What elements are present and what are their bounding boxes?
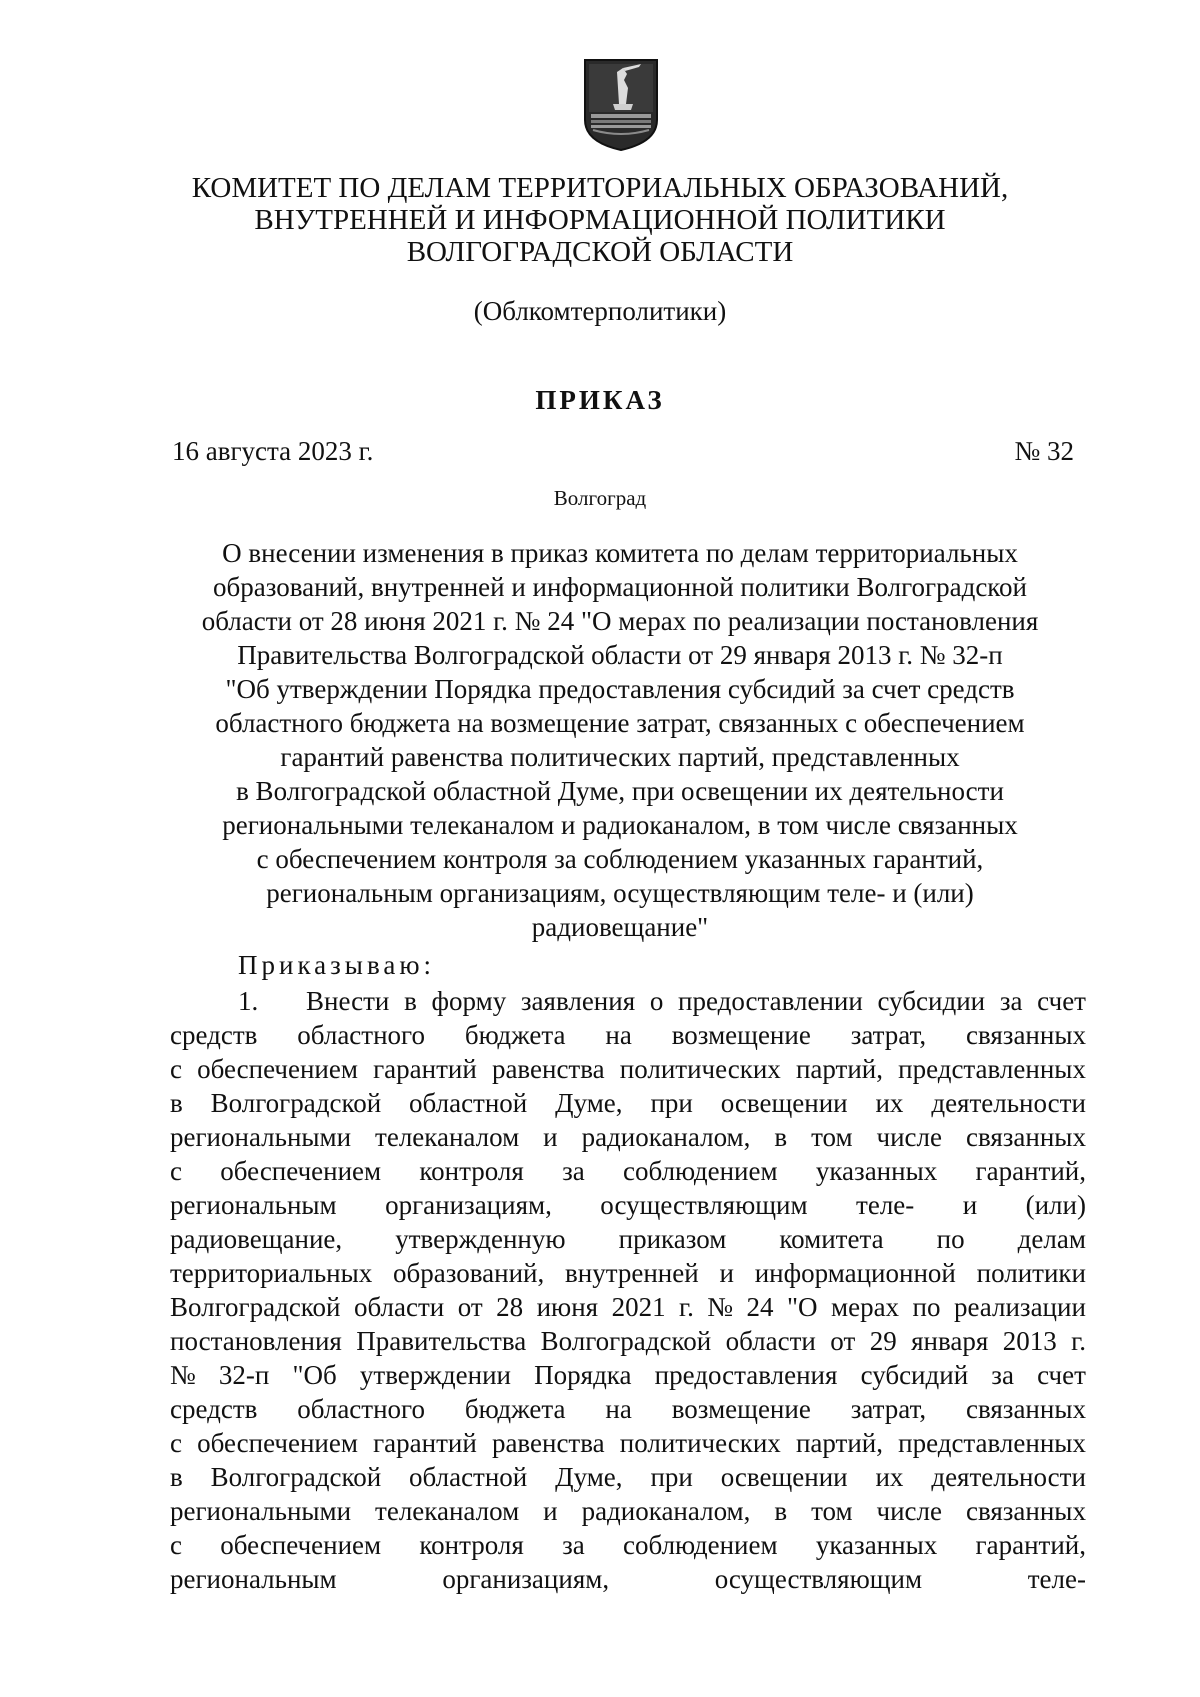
word: счет — [1037, 1360, 1086, 1390]
document-type: ПРИКАЗ — [535, 385, 665, 415]
title-line: региональными телеканалом и радиоканалом, в том числе связанных — [222, 810, 1018, 840]
word: мерах — [831, 1292, 900, 1322]
word: 29 — [869, 1326, 897, 1356]
word: г. — [679, 1292, 694, 1322]
justified-line — [170, 1256, 1086, 1290]
word: 32-п — [218, 1360, 270, 1390]
justified-line — [170, 1290, 1086, 1324]
word: областной — [409, 1088, 528, 1118]
word: равенства — [491, 1428, 605, 1458]
word: деятельности — [931, 1088, 1086, 1118]
word: Внести — [306, 986, 390, 1016]
word: за — [562, 1530, 585, 1560]
word: по — [912, 1292, 941, 1322]
word: средств — [170, 1020, 258, 1050]
title-line: Правительства Волгоградской области от 29 января 2013 г. № 32-п — [237, 640, 1003, 670]
word: внутренней — [565, 1258, 699, 1288]
justified-line — [170, 1494, 1086, 1528]
word: региональным — [170, 1190, 337, 1220]
word: гарантий, — [975, 1530, 1086, 1560]
word: возмещение — [671, 1394, 811, 1424]
body-line-first — [170, 984, 1086, 1018]
word: "Об — [292, 1360, 337, 1390]
word: том — [811, 1122, 853, 1152]
word: освещении — [720, 1462, 848, 1492]
title-line: с обеспечением контроля за соблюдением указанных гарантий, — [256, 844, 984, 874]
justified-line — [170, 1392, 1086, 1426]
word: в — [774, 1496, 788, 1526]
word: представленных — [898, 1428, 1086, 1458]
justified-line — [170, 1460, 1086, 1494]
justified-line — [170, 1528, 1086, 1562]
word: связанных — [965, 1496, 1086, 1526]
word: января — [911, 1326, 989, 1356]
word: освещении — [720, 1088, 848, 1118]
word: 28 — [496, 1292, 524, 1322]
title-line: региональным организациям, осуществляющим теле- и (или) — [266, 878, 974, 908]
word: заявления — [520, 986, 636, 1016]
word: партий, — [795, 1054, 883, 1084]
word: связанных — [965, 1394, 1086, 1424]
word: указанных — [815, 1530, 938, 1560]
word: Волгоградской — [170, 1292, 341, 1322]
word: региональными — [170, 1496, 352, 1526]
word: радиоканалом, — [581, 1122, 751, 1152]
word: бюджета — [464, 1394, 566, 1424]
document-city: Волгоград — [553, 486, 647, 510]
word: с — [170, 1054, 182, 1084]
word: Порядка — [534, 1360, 632, 1390]
word: политики — [976, 1258, 1086, 1288]
justified-line — [306, 984, 1086, 1018]
word: 24 — [746, 1292, 774, 1322]
word: обеспечением — [197, 1054, 358, 1084]
order-word: Приказываю: — [238, 950, 435, 980]
word: в — [170, 1462, 183, 1492]
word: обеспечением — [220, 1156, 382, 1186]
word: партий, — [795, 1428, 883, 1458]
word: утвержденную — [395, 1224, 566, 1254]
justified-line — [170, 1562, 1086, 1596]
word: № — [170, 1360, 196, 1390]
word: за — [991, 1360, 1014, 1390]
justified-line — [170, 1426, 1086, 1460]
word: делам — [1017, 1224, 1086, 1254]
word: средств — [170, 1394, 258, 1424]
word: приказом — [618, 1224, 727, 1254]
word: информационной — [754, 1258, 956, 1288]
word: предоставлении — [678, 986, 863, 1016]
word: соблюдением — [623, 1530, 778, 1560]
justified-line — [170, 1052, 1086, 1086]
word: телеканалом — [375, 1122, 520, 1152]
word: обеспечением — [197, 1428, 358, 1458]
word: телеканалом — [375, 1496, 520, 1526]
justified-line — [170, 1086, 1086, 1120]
word: указанных — [815, 1156, 938, 1186]
justified-line — [170, 1018, 1086, 1052]
word: территориальных — [170, 1258, 373, 1288]
word: образований, — [393, 1258, 545, 1288]
org-name-line-2: ВНУТРЕННЕЙ И ИНФОРМАЦИОННОЙ ПОЛИТИКИ — [254, 204, 946, 236]
word: Правительства — [356, 1326, 527, 1356]
word: Думе, — [555, 1088, 623, 1118]
word: региональными — [170, 1122, 352, 1152]
word: областной — [409, 1462, 528, 1492]
word: от — [830, 1326, 856, 1356]
word: теле- — [856, 1190, 915, 1220]
word: июня — [536, 1292, 599, 1322]
word: региональным — [170, 1564, 337, 1594]
word: предоставления — [654, 1360, 838, 1390]
word: "О — [787, 1292, 818, 1322]
word: связанных — [965, 1122, 1086, 1152]
justified-line — [170, 1358, 1086, 1392]
word: на — [605, 1394, 632, 1424]
word: контроля — [419, 1530, 524, 1560]
word: гарантий — [373, 1428, 477, 1458]
justified-line — [170, 1324, 1086, 1358]
word: 2021 — [611, 1292, 666, 1322]
word: за — [999, 986, 1023, 1016]
document-number: № 32 — [1014, 436, 1074, 466]
word: соблюдением — [623, 1156, 778, 1186]
word: организациям, — [442, 1564, 610, 1594]
word: реализации — [953, 1292, 1086, 1322]
word: и — [543, 1496, 558, 1526]
word: деятельности — [931, 1462, 1086, 1492]
body-paragraph — [170, 984, 1086, 1596]
word: 2013 — [1002, 1326, 1057, 1356]
word: политических — [619, 1428, 781, 1458]
justified-line — [170, 1120, 1086, 1154]
document-title — [160, 536, 1080, 944]
word: возмещение — [671, 1020, 811, 1050]
word: комитета — [779, 1224, 884, 1254]
title-line: в Волгоградской областной Думе, при освещении их деятельности — [236, 776, 1004, 806]
word: равенства — [491, 1054, 605, 1084]
word: числе — [876, 1122, 943, 1152]
word: субсидии — [877, 986, 986, 1016]
word: радиовещание, — [170, 1224, 343, 1254]
word: том — [811, 1496, 853, 1526]
word: их — [875, 1462, 904, 1492]
word: утверждении — [359, 1360, 512, 1390]
word: с — [170, 1156, 182, 1186]
org-abbreviation: (Облкомтерполитики) — [473, 296, 727, 326]
word: контроля — [419, 1156, 524, 1186]
word: на — [605, 1020, 632, 1050]
word: за — [562, 1156, 585, 1186]
title-line: образований, внутренней и информационной политики Волгоградской — [213, 572, 1027, 602]
word: от — [457, 1292, 483, 1322]
org-name-line-1: КОМИТЕТ ПО ДЕЛАМ ТЕРРИТОРИАЛЬНЫХ ОБРАЗОВАНИЙ, — [191, 172, 1009, 204]
word: затрат, — [850, 1394, 927, 1424]
word: затрат, — [850, 1020, 927, 1050]
word: Волгоградской — [210, 1462, 382, 1492]
word: о — [649, 986, 664, 1016]
word: субсидий — [860, 1360, 969, 1390]
word: радиоканалом, — [581, 1496, 751, 1526]
word: теле- — [1027, 1564, 1086, 1594]
justified-line — [170, 1188, 1086, 1222]
document-date: 16 августа 2023 г. — [172, 436, 374, 466]
word: числе — [876, 1496, 943, 1526]
title-line: гарантий равенства политических партий, представленных — [280, 742, 960, 772]
word: их — [875, 1088, 904, 1118]
word: гарантий — [373, 1054, 477, 1084]
title-line: области от 28 июня 2021 г. № 24 "О мерах по реализации постановления — [201, 606, 1039, 636]
word: области — [725, 1326, 816, 1356]
word: с — [170, 1530, 182, 1560]
title-line: "Об утверждении Порядка предоставления субсидий за счет средств — [225, 674, 1015, 704]
title-line: О внесении изменения в приказ комитета по делам территориальных — [222, 538, 1018, 568]
word: № — [707, 1292, 734, 1322]
word: г. — [1071, 1326, 1086, 1356]
word: и — [543, 1122, 558, 1152]
word: политических — [619, 1054, 781, 1084]
item-number: 1. — [238, 986, 259, 1016]
word: постановления — [170, 1326, 342, 1356]
word: области — [353, 1292, 445, 1322]
title-line: областного бюджета на возмещение затрат, связанных с обеспечением — [215, 708, 1025, 738]
word: в — [774, 1122, 788, 1152]
word: Думе, — [555, 1462, 623, 1492]
word: Волгоградской — [540, 1326, 712, 1356]
word: при — [650, 1462, 693, 1492]
word: областного — [297, 1394, 425, 1424]
title-line: радиовещание" — [531, 912, 709, 942]
word: при — [650, 1088, 693, 1118]
justified-line — [170, 1222, 1086, 1256]
word: с — [170, 1428, 182, 1458]
word: Волгоградской — [210, 1088, 382, 1118]
justified-line — [170, 1154, 1086, 1188]
word: представленных — [898, 1054, 1086, 1084]
word: обеспечением — [220, 1530, 382, 1560]
word: связанных — [965, 1020, 1086, 1050]
word: счет — [1037, 986, 1086, 1016]
word: гарантий, — [975, 1156, 1086, 1186]
word: организациям, — [385, 1190, 552, 1220]
word: осуществляющим — [600, 1190, 808, 1220]
volgograd-coat-of-arms-icon — [583, 58, 659, 152]
word: (или) — [1025, 1190, 1086, 1220]
word: областного — [297, 1020, 425, 1050]
word: осуществляющим — [714, 1564, 923, 1594]
word: по — [936, 1224, 965, 1254]
word: в — [170, 1088, 183, 1118]
org-name-line-3: ВОЛГОГРАДСКОЙ ОБЛАСТИ — [406, 236, 794, 268]
word: форму — [431, 986, 507, 1016]
word: и — [962, 1190, 978, 1220]
word: и — [719, 1258, 734, 1288]
word: бюджета — [464, 1020, 566, 1050]
word: в — [404, 986, 417, 1016]
